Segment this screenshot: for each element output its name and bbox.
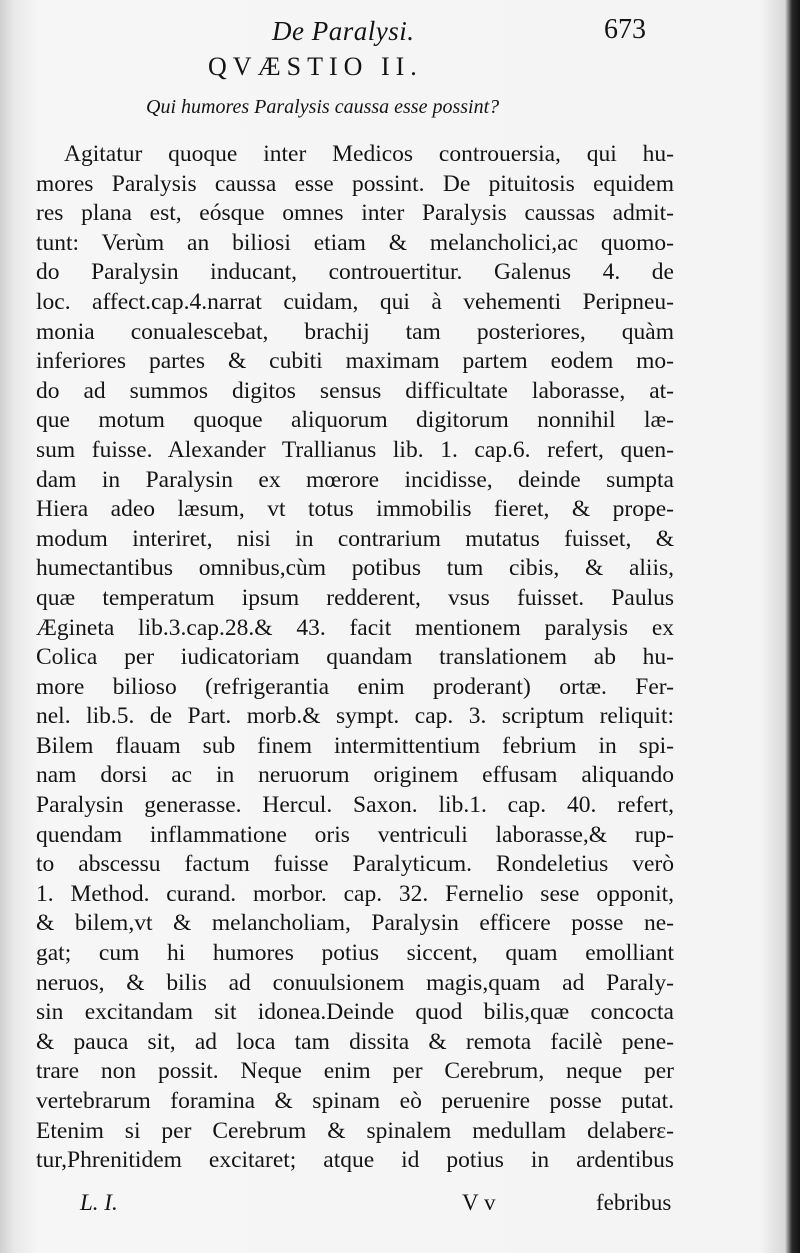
text-line: Bilem flauam sub finem intermittentium febrium in spi- bbox=[36, 732, 674, 759]
text-line: Ægineta lib.3.cap.28.& 43. facit mentionem paralysis ex bbox=[36, 614, 674, 641]
text-line: to abscessu factum fuisse Paralyticum. Rondeletius verò bbox=[36, 851, 674, 878]
text-line: res plana est, eósque omnes inter Paralysis caussas admit- bbox=[36, 200, 674, 227]
text-line: monia conualescebat, brachij tam posteriores, quàm bbox=[36, 318, 674, 345]
text-line: humectantibus omnibus,cùm potibus tum cibis, & aliis, bbox=[36, 555, 674, 582]
text-line: & pauca sit, ad loca tam dissita & remota facilè pene- bbox=[36, 1028, 674, 1055]
text-line: sum fuisse. Alexander Trallianus lib. 1. cap.6. refert, quen- bbox=[36, 436, 674, 463]
text-line: Etenim si per Cerebrum & spinalem medullam delaberε- bbox=[36, 1117, 674, 1144]
text-line: sin excitandam sit idonea.Deinde quod bilis,quæ concocta bbox=[36, 999, 674, 1026]
text-line: trare non possit. Neque enim per Cerebrum, neque per bbox=[36, 1058, 674, 1085]
text-line: nel. lib.5. de Part. morb.& sympt. cap. 3. scriptum reliquit: bbox=[36, 703, 674, 730]
text-line: neruos, & bilis ad conuulsionem magis,quam ad Paraly- bbox=[36, 969, 674, 996]
page-number: 673 bbox=[604, 14, 646, 45]
text-line: modum interiret, nisi in contrarium mutatus fuisset, & bbox=[36, 525, 674, 552]
text-line: do Paralysin inducant, controuertitur. Galenus 4. de bbox=[36, 259, 674, 286]
body-text bbox=[36, 140, 674, 1176]
text-line: tunt: Verùm an biliosi etiam & melancholici,ac quomo- bbox=[36, 229, 674, 256]
text-line: nam dorsi ac in neruorum originem effusam aliquando bbox=[36, 762, 674, 789]
text-line: Agitatur quoque inter Medicos controuersia, qui hu- bbox=[64, 141, 674, 167]
text-line: & bilem,vt & melancholiam, Paralysin efficere posse ne- bbox=[36, 910, 674, 937]
text-line: loc. affect.cap.4.narrat cuidam, qui à vehementi Peripneu- bbox=[36, 288, 674, 315]
text-line: tur,Phrenitidem excitaret; atque id potius in ardentibus bbox=[36, 1147, 674, 1174]
question-title: Qui humores Paralysis caussa esse possint? bbox=[146, 96, 500, 118]
text-line: do ad summos digitos sensus difficultate laborasse, at- bbox=[36, 377, 674, 404]
signature-mark: L. I. bbox=[80, 1190, 118, 1215]
catchword: febribus bbox=[596, 1190, 672, 1215]
question-heading: QVÆSTIO II. bbox=[208, 52, 423, 81]
running-title: De Paralysi. bbox=[272, 16, 415, 46]
text-line: vertebrarum foramina & spinam eò peruenire posse putat. bbox=[36, 1088, 674, 1114]
text-line: quæ temperatum ipsum redderent, vsus fuisset. Paulus bbox=[36, 584, 674, 611]
running-head bbox=[0, 6, 800, 50]
text-line: que motum quoque aliquorum digitorum nonnihil læ- bbox=[36, 407, 674, 434]
text-line: dam in Paralysin ex mœrore incidisse, deinde sumpta bbox=[36, 466, 674, 493]
quire-mark: V v bbox=[462, 1190, 496, 1215]
text-line: gat; cum hi humores potius siccent, quam emolliant bbox=[36, 940, 674, 967]
text-line: more bilioso (refrigerantia enim proderant) ortæ. Fer- bbox=[36, 673, 674, 700]
text-line: 1. Method. curand. morbor. cap. 32. Fernelio sese opponit, bbox=[36, 880, 674, 907]
text-line: Hiera adeo læsum, vt totus immobilis fieret, & prope- bbox=[36, 496, 674, 523]
text-line: Colica per iudicatoriam quandam translationem ab hu- bbox=[36, 644, 674, 671]
page-footer bbox=[0, 1190, 800, 1226]
text-line: inferiores partes & cubiti maximam partem eodem mo- bbox=[36, 348, 674, 375]
text-line: quendam inflammatione oris ventriculi laborasse,& rup- bbox=[36, 821, 674, 848]
text-line: Paralysin generasse. Hercul. Saxon. lib.1. cap. 40. refert, bbox=[36, 792, 674, 819]
text-line: mores Paralysis caussa esse possint. De pituitosis equidem bbox=[36, 170, 674, 197]
